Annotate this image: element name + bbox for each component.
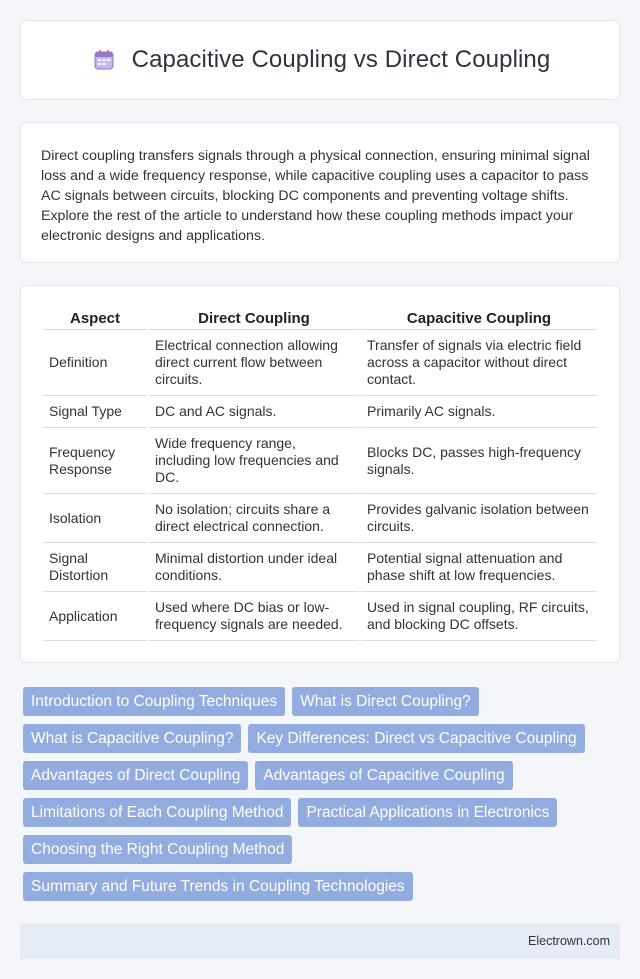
table-cell-direct: DC and AC signals. bbox=[149, 396, 359, 428]
table-row bbox=[43, 396, 597, 428]
table-header-row bbox=[43, 306, 597, 330]
table-cell-aspect: Definition bbox=[43, 330, 147, 396]
tag-advantages-capacitive[interactable]: Advantages of Capacitive Coupling bbox=[255, 761, 512, 790]
table-cell-capacitive: Used in signal coupling, RF circuits, and blocking DC offsets. bbox=[361, 592, 597, 641]
table-row bbox=[43, 330, 597, 396]
tag-advantages-direct[interactable]: Advantages of Direct Coupling bbox=[23, 761, 248, 790]
footer-brand[interactable]: Electrown.com bbox=[528, 934, 610, 948]
tag-key-differences[interactable]: Key Differences: Direct vs Capacitive Coupling bbox=[248, 724, 584, 753]
table-row bbox=[43, 543, 597, 592]
comparison-table-card bbox=[20, 285, 620, 663]
table-cell-aspect: Frequency Response bbox=[43, 428, 147, 494]
tag-introduction[interactable]: Introduction to Coupling Techniques bbox=[23, 687, 285, 716]
tag-what-is-direct[interactable]: What is Direct Coupling? bbox=[292, 687, 479, 716]
topic-tags bbox=[20, 687, 620, 901]
table-row bbox=[43, 428, 597, 494]
intro-card bbox=[20, 122, 620, 263]
tag-what-is-capacitive[interactable]: What is Capacitive Coupling? bbox=[23, 724, 241, 753]
intro-paragraph: Direct coupling transfers signals through a physical connection, ensuring minimal signal loss and a wide frequency response, while capacitive coupling uses a capacitor to pass AC signals between circuits, blocking DC components and preventing voltage shifts. Explore the rest of the article to understand how these coupling methods impact your electronic designs and applications. bbox=[41, 148, 590, 244]
table-cell-capacitive: Blocks DC, passes high-frequency signals. bbox=[361, 428, 597, 494]
table-cell-aspect: Signal Type bbox=[43, 396, 147, 428]
table-cell-aspect: Signal Distortion bbox=[43, 543, 147, 592]
table-cell-capacitive: Provides galvanic isolation between circuits. bbox=[361, 494, 597, 543]
table-cell-capacitive: Transfer of signals via electric field across a capacitor without direct contact. bbox=[361, 330, 597, 396]
table-cell-capacitive: Potential signal attenuation and phase shift at low frequencies. bbox=[361, 543, 597, 592]
column-header-direct: Direct Coupling bbox=[149, 306, 359, 330]
tag-choosing-method[interactable]: Choosing the Right Coupling Method bbox=[23, 835, 292, 864]
table-cell-direct: No isolation; circuits share a direct electrical connection. bbox=[149, 494, 359, 543]
calendar-icon bbox=[90, 46, 118, 74]
table-cell-direct: Used where DC bias or low-frequency signals are needed. bbox=[149, 592, 359, 641]
table-cell-aspect: Application bbox=[43, 592, 147, 641]
table-row bbox=[43, 592, 597, 641]
comparison-table bbox=[41, 306, 599, 641]
page-title: Capacitive Coupling vs Direct Coupling bbox=[131, 46, 551, 73]
footer bbox=[20, 923, 620, 959]
tag-practical-applications[interactable]: Practical Applications in Electronics bbox=[298, 798, 557, 827]
tag-limitations[interactable]: Limitations of Each Coupling Method bbox=[23, 798, 291, 827]
tag-summary-future[interactable]: Summary and Future Trends in Coupling Technologies bbox=[23, 872, 413, 901]
table-row bbox=[43, 494, 597, 543]
table-cell-direct: Wide frequency range, including low frequencies and DC. bbox=[149, 428, 359, 494]
table-cell-direct: Minimal distortion under ideal conditions. bbox=[149, 543, 359, 592]
table-cell-capacitive: Primarily AC signals. bbox=[361, 396, 597, 428]
table-cell-direct: Electrical connection allowing direct current flow between circuits. bbox=[149, 330, 359, 396]
title-card bbox=[20, 20, 620, 100]
column-header-capacitive: Capacitive Coupling bbox=[361, 306, 597, 330]
table-cell-aspect: Isolation bbox=[43, 494, 147, 543]
column-header-aspect: Aspect bbox=[43, 306, 147, 330]
